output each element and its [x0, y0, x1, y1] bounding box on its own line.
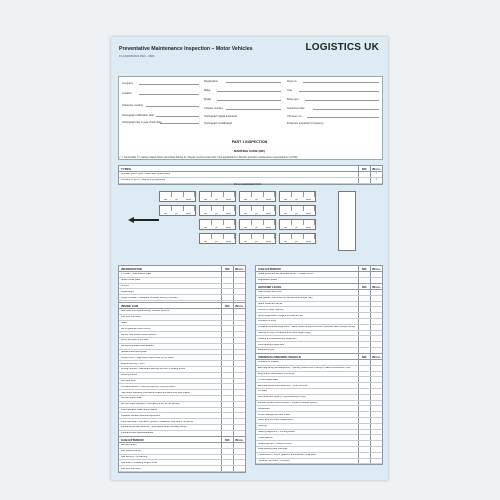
- marking-codes: ✓ = Serviceable X = Safety related defect (annotated failure) R = Repair recommended N/A = Not applicable M = Monitor (provides maintenance request/defect not PMI): [119, 156, 298, 159]
- reference-cell: [370, 401, 382, 406]
- tyre-position-cell[interactable]: [239, 191, 276, 202]
- reference-cell: [233, 355, 245, 360]
- section-header: INSIDE CAB MC IM no.: [121, 303, 244, 308]
- tyre-cell-caption: psi: [215, 240, 218, 243]
- checklist-item-label: Fuel tanks and system – input/output/port lines: [258, 396, 306, 399]
- checklist-item-label: Steering alignment – unit engrossed: [258, 430, 295, 433]
- checklist-row: Condition of tyres – tread tyre, pressure etc 2: [119, 178, 382, 184]
- marking-code-cell[interactable]: [221, 309, 233, 314]
- checklist-item-label: Seat belts and supplementary restraint systems: [121, 310, 170, 313]
- reference-cell: [233, 284, 245, 289]
- reference-cell: [233, 384, 245, 389]
- vehicle-details-box: [118, 76, 383, 160]
- tyre-position-cell[interactable]: [199, 233, 236, 244]
- tyre-cell-caption: mm/m: [265, 240, 271, 243]
- marking-code-title: MARKING CODE (MC): [233, 149, 266, 153]
- checklist-item-label: Road wheels and hubs: [258, 291, 282, 294]
- tyre-cell-caption: psi: [175, 198, 178, 201]
- tyre-position-cell[interactable]: [239, 219, 276, 230]
- checklist-item-label: Vehicle to trailer coupling: [258, 308, 284, 311]
- marking-code-cell[interactable]: [221, 338, 233, 343]
- checklist-item-label: Electrical wiring and equipment – visibility, loose cords, chafing or plated connections, clips: [258, 367, 351, 370]
- reference-cell: [370, 290, 382, 295]
- marking-code-cell[interactable]: [221, 460, 233, 465]
- form-reference: FS-1000/05/2024 MAD – 0806: [119, 55, 155, 58]
- tyre-cell-caption: psi: [255, 198, 258, 201]
- tyre-cell-caption: mm/m: [305, 226, 311, 229]
- reference-cell: [233, 413, 245, 418]
- reference-cell: [370, 395, 382, 400]
- marking-code-cell[interactable]: [221, 419, 233, 424]
- details-label: VIN seen no.: [287, 115, 302, 118]
- details-label: Odometer reading: [122, 104, 143, 107]
- marking-code-cell[interactable]: [221, 396, 233, 401]
- checklist-item-label: Loading and load-securing equipment: [258, 337, 297, 340]
- marking-code-cell[interactable]: [358, 360, 370, 365]
- tyre-cell-caption: psi: [215, 198, 218, 201]
- details-label: Chassis number: [204, 107, 223, 110]
- marking-code-cell[interactable]: [221, 408, 233, 413]
- details-label: Company: [122, 82, 134, 85]
- tyre-cell-caption: mm: [244, 240, 248, 243]
- tyre-cell-caption: mm/m: [305, 240, 311, 243]
- reference-cell: [233, 338, 245, 343]
- checklist-item-label: Cab security – tilt warning: [121, 455, 148, 458]
- reference-cell: [233, 315, 245, 320]
- under-vehicle-box: [255, 353, 383, 465]
- tyre-position-cell[interactable]: [239, 233, 276, 244]
- marking-code-cell[interactable]: [221, 350, 233, 355]
- section-header: INFORMATION MC IM no.: [121, 266, 244, 271]
- marking-code-cell[interactable]: [221, 315, 233, 320]
- marking-code-cell[interactable]: [221, 284, 233, 289]
- checklist-item-label: Steering control: [121, 374, 138, 377]
- checklist-item-label: Security of body, containers and crane support legs: [258, 331, 311, 334]
- checklist-item-label: Spray suppression, wings and wheel arches: [258, 314, 303, 317]
- checklist-item-label: Hand lever operating mechanical brakes and electronic park brakes: [121, 391, 190, 394]
- reference-cell: [370, 459, 382, 464]
- marking-code-cell[interactable]: [358, 278, 370, 283]
- marking-code-cell[interactable]: [221, 431, 233, 436]
- tyre-cell-caption: mm: [164, 212, 168, 215]
- reference-cell: [370, 313, 382, 318]
- checklist-item-label: Licence: [121, 284, 129, 287]
- direction-arrow-shaft: [133, 219, 159, 221]
- reference-cell: [370, 406, 382, 411]
- tyre-position-cell[interactable]: [239, 205, 276, 216]
- tyre-cell-caption: mm/m: [225, 240, 231, 243]
- checklist-item-label: Seats: [121, 321, 127, 324]
- marking-code-cell[interactable]: [221, 443, 233, 448]
- marking-code-cell[interactable]: [221, 272, 233, 277]
- tyre-cell-caption: mm/m: [225, 212, 231, 215]
- marking-code-cell[interactable]: [358, 424, 370, 429]
- checklist-item-label: Mirrors, and indirect vision devices: [121, 333, 157, 336]
- checklist-item-label: Wheel bearings and axle shafts: [258, 413, 291, 416]
- details-label: Registration: [204, 80, 218, 83]
- checklist-item-label: Doors and door of the road: [121, 339, 149, 342]
- checklist-item-label: Engine and transmission mountings: [258, 372, 295, 375]
- checklist-item-label: Service brake pedal: [121, 397, 142, 400]
- tyre-layout-label: Driver examination finish: [234, 183, 262, 186]
- reference-cell: [233, 390, 245, 395]
- reference-cell: [370, 331, 382, 336]
- marking-code-cell[interactable]: [358, 325, 370, 330]
- marking-code-cell[interactable]: [221, 413, 233, 418]
- tyres-box: [118, 165, 383, 185]
- details-label: Tachograph recalibrated: [204, 122, 232, 125]
- tyre-cell-caption: mm/m: [185, 198, 191, 201]
- details-label: Make: [204, 89, 211, 92]
- marking-code-cell[interactable]: [221, 379, 233, 384]
- tyre-cell-caption: psi: [295, 226, 298, 229]
- marking-code-cell[interactable]: [358, 331, 370, 336]
- checklist-row: [119, 466, 245, 472]
- reference-cell: [233, 443, 245, 448]
- marking-code-cell[interactable]: [358, 395, 370, 400]
- tyre-layout-diagram: [119, 183, 381, 261]
- spare-wheel-box[interactable]: [338, 191, 356, 251]
- reference-cell: [233, 396, 245, 401]
- checklist-item-label: Electrical sensors and switches – SDW, common: [258, 384, 308, 387]
- checklist-item-label: Oil and waste leaks: [258, 378, 278, 381]
- tyre-cell-caption: mm: [284, 198, 288, 201]
- ground-level-box: [255, 283, 383, 355]
- reference-cell: [370, 360, 382, 365]
- reference-cell: [370, 278, 382, 283]
- tyre-cell-caption: psi: [255, 240, 258, 243]
- checklist-item-label: Axles, axle arms and related items: [258, 419, 294, 422]
- details-label: Tachograph last 2-year check date: [122, 121, 162, 124]
- marking-code-cell[interactable]: [221, 449, 233, 454]
- marking-code-cell[interactable]: [358, 296, 370, 301]
- reference-cell: [370, 325, 382, 330]
- page-title: Preventative Maintenance Inspection – Motor Vehicles: [119, 46, 253, 52]
- marking-code-cell[interactable]: [221, 402, 233, 407]
- tyre-cell-caption: psi: [295, 240, 298, 243]
- checklist-item-label: Internal lamps and switches – dual speed lamps, auxiliary lamps: [121, 426, 187, 429]
- checklist-item-label: Transmission – clutch, gearbox, transmission, drive shaft: [258, 454, 316, 457]
- reference-cell: [370, 272, 382, 277]
- marking-code-cell[interactable]: [358, 313, 370, 318]
- reference-cell: [370, 307, 382, 312]
- tyre-cell-caption: mm/m: [225, 226, 231, 229]
- reference-cell: [233, 379, 245, 384]
- cab-exterior-small-box: [118, 436, 246, 473]
- marking-code-cell[interactable]: [358, 336, 370, 341]
- checklist-item-label: Container-mounted equipment – safety systems, superstructure, hydraulic rams, pumps, fittings: [258, 326, 356, 329]
- checklist-item-label: Cab panels and trim: [121, 450, 142, 453]
- checklist-item-label: Audible warning – horn: [121, 362, 145, 365]
- marking-code-cell[interactable]: [358, 412, 370, 417]
- checklist-item-label: Other ancillary equipment: [258, 343, 285, 346]
- checklist-item-label: Lamp warnings – indicators, position, headlamp, stop lamps, fog lamps: [121, 420, 194, 423]
- inspection-sheet: [111, 37, 388, 480]
- checklist-item-label: Speed limiter plate: [121, 279, 141, 282]
- reference-cell: [233, 309, 245, 314]
- tyre-position-cell[interactable]: [279, 191, 316, 202]
- tyre-cell-caption: mm/m: [225, 198, 231, 201]
- tyre-cell-caption: mm/m: [265, 198, 271, 201]
- checklist-item-label: Height indicator – adequate condition security, accuracy: [121, 296, 178, 299]
- tyre-cell-caption: mm: [204, 240, 208, 243]
- marking-code-cell[interactable]: [358, 430, 370, 435]
- tyre-cell-caption: psi: [295, 198, 298, 201]
- marking-code-cell[interactable]: [221, 361, 233, 366]
- tyre-position-cell[interactable]: [279, 205, 316, 216]
- reference-cell: [233, 295, 245, 300]
- marking-code-cell[interactable]: [358, 290, 370, 295]
- checklist-item-label: Cab floor and steps: [121, 316, 141, 319]
- marking-code-cell[interactable]: [358, 435, 370, 440]
- tyre-position-cell[interactable]: [279, 219, 316, 230]
- marking-code-cell[interactable]: [358, 459, 370, 464]
- reference-cell: [370, 372, 382, 377]
- marking-code-cell[interactable]: [358, 406, 370, 411]
- marking-code-cell[interactable]: [358, 319, 370, 324]
- checklist-item-label: Condition of chassis: [258, 361, 279, 364]
- marking-code-cell[interactable]: [221, 278, 233, 283]
- reference-cell: [370, 430, 382, 435]
- reference-cell: [233, 402, 245, 407]
- reference-cell: [370, 336, 382, 341]
- tyre-position-cell[interactable]: [199, 191, 236, 202]
- marking-code-cell[interactable]: [358, 377, 370, 382]
- reference-cell: [233, 289, 245, 294]
- section-header: UNDER/ALONGSIDE VEHICLE MC IM no.: [258, 354, 381, 359]
- tyre-cell-caption: mm/m: [265, 226, 271, 229]
- reference-cell: [370, 389, 382, 394]
- part-title: PART 1 INSPECTION: [231, 140, 268, 144]
- checklist-item-label: Bumper fitment: [121, 444, 137, 447]
- marking-code-cell[interactable]: [221, 466, 233, 471]
- tyre-position-cell[interactable]: [279, 233, 316, 244]
- reference-cell: [370, 383, 382, 388]
- tyre-cell-caption: psi: [215, 226, 218, 229]
- reference-cell: [233, 408, 245, 413]
- section-header: CAB EXTERIOR MC IM no.: [121, 437, 244, 442]
- marking-code-cell[interactable]: [221, 344, 233, 349]
- reference-cell: [233, 425, 245, 430]
- marking-code-cell[interactable]: [358, 389, 370, 394]
- marking-code-cell[interactable]: [221, 367, 233, 372]
- checklist-item-label: Power take-off: [258, 436, 273, 439]
- reference-cell: [233, 350, 245, 355]
- tyre-cell-caption: mm: [284, 226, 288, 229]
- tyre-cell-caption: psi: [215, 212, 218, 215]
- checklist-item-label: Spare wheel and carrier wheel carrier – related mirrors: [258, 273, 314, 276]
- details-label: Tachograph calibration date: [122, 114, 154, 117]
- marking-code-cell[interactable]: [358, 447, 370, 452]
- reference-cell: [233, 449, 245, 454]
- details-label: Inspection date: [287, 107, 305, 110]
- marking-code-cell[interactable]: [221, 295, 233, 300]
- tyre-cell-caption: psi: [175, 212, 178, 215]
- marking-code-cell[interactable]: [221, 390, 233, 395]
- tyre-cell-caption: mm: [204, 226, 208, 229]
- tyre-cell-caption: mm/m: [185, 212, 191, 215]
- tyres-header: TYRES MC IM no.: [121, 166, 381, 171]
- checklist-item-label: Anti-theft lever: [121, 379, 136, 382]
- checklist-item-label: Cab floor and steps: [121, 467, 141, 470]
- tyre-position-cell[interactable]: [159, 191, 196, 202]
- checklist-item-label: Registration plates: [258, 279, 278, 282]
- reference-cell: [233, 361, 245, 366]
- checklist-item-label: Exhaust systems and emission – impact of AdBlue system: [258, 401, 318, 404]
- details-label: B Service Inspection Frequency: [287, 122, 324, 125]
- details-label: Year: [287, 89, 293, 92]
- tyre-cell-caption: mm: [244, 226, 248, 229]
- reference-cell: [370, 319, 382, 324]
- checklist-item-label: Cab doors – including hinges, locks: [121, 461, 158, 464]
- details-label: Location: [122, 92, 132, 95]
- reference-cell: [370, 377, 382, 382]
- reference-cell: [233, 272, 245, 277]
- reference-cell: [233, 278, 245, 283]
- checklist-item-label: Steering: [258, 425, 267, 428]
- marking-code-cell[interactable]: [221, 355, 233, 360]
- checklist-item-label: Speedometer/tachograph: [121, 350, 147, 353]
- reference-cell: [233, 460, 245, 465]
- tyre-cell-caption: mm: [204, 198, 208, 201]
- reference-cell: [370, 418, 382, 423]
- reference-cell: [233, 431, 245, 436]
- tyre-cell-caption: psi: [295, 212, 298, 215]
- checklist-item-label: Internal vehicle speed/feedback: [121, 432, 154, 435]
- details-label: Fleet no.: [287, 80, 298, 83]
- tyre-cell-caption: mm/m: [305, 198, 311, 201]
- tyre-position-cell[interactable]: [159, 205, 196, 216]
- reference-cell: [370, 412, 382, 417]
- details-label: Body type: [287, 98, 299, 101]
- tyre-cell-caption: mm: [284, 240, 288, 243]
- marking-code-cell[interactable]: [358, 272, 370, 277]
- checklist-item-label: Spare wheel and carrier: [258, 302, 283, 305]
- section-header: GROUND LEVEL MC IM no.: [258, 284, 381, 289]
- checklist-item-label: Legal weight: [121, 290, 134, 293]
- tyre-cell-caption: mm: [244, 212, 248, 215]
- reference-cell: [370, 441, 382, 446]
- marking-code-cell[interactable]: [221, 332, 233, 337]
- details-label: Tachograph digital download: [204, 115, 237, 118]
- reference-cell: [233, 466, 245, 471]
- marking-code-cell[interactable]: [221, 373, 233, 378]
- marking-code-cell[interactable]: [358, 418, 370, 423]
- marking-code-cell[interactable]: [358, 302, 370, 307]
- checklist-item-label: Load-handling and Wire/pipe: [258, 448, 288, 451]
- section-header: CAB EXTERIOR MC IM no.: [258, 266, 381, 271]
- tyre-cell-caption: mm/m: [265, 212, 271, 215]
- checklist-item-label: Service brake operation – ABS/EBS, ESC, ECSD (Exodo): [121, 403, 180, 406]
- marking-code-cell[interactable]: [358, 383, 370, 388]
- tyre-cell-caption: mm: [204, 212, 208, 215]
- marking-code-cell[interactable]: [221, 321, 233, 326]
- marking-code-cell[interactable]: [358, 401, 370, 406]
- reference-cell: [370, 302, 382, 307]
- checklist-item-label: Mirror glass and view mirrors: [121, 327, 151, 330]
- checklist-item-label: Differential lock – traction control: [258, 442, 292, 445]
- tyre-position-cell[interactable]: [199, 205, 236, 216]
- reference-cell: [233, 321, 245, 326]
- marking-code-cell[interactable]: [358, 441, 370, 446]
- checklist-row: Size and type of tyres – load index, speed rating 1: [119, 172, 382, 178]
- checklist-item-label: Driving controls – dashboard warning and MIL, including ESDS: [121, 368, 186, 371]
- tyre-cell-caption: psi: [255, 226, 258, 229]
- reference-cell: [370, 296, 382, 301]
- tyre-cell-caption: mm: [164, 198, 168, 201]
- reference-cell: [370, 424, 382, 429]
- marking-code-cell[interactable]: [358, 372, 370, 377]
- checklist-item-label: Pipework beneath seat and equipment: [121, 414, 161, 417]
- checklist-item-label: Windscreen wipers and washers: [121, 345, 155, 348]
- marking-code-cell[interactable]: [358, 342, 370, 347]
- checklist-item-label: Tamper ECU – diagnostic trouble code (DTC) check: [121, 356, 174, 359]
- checklist-item-label: Suspension: [258, 407, 271, 410]
- tyre-position-cell[interactable]: [199, 219, 236, 230]
- reference-cell: [370, 435, 382, 440]
- inside-cab-box: [118, 302, 246, 443]
- marking-code-cell[interactable]: [358, 366, 370, 371]
- reference-cell: [233, 326, 245, 331]
- checklist-item-label: Pressure/vacuum – warning build up, cut-off pressure: [121, 385, 176, 388]
- checklist-item-label: Condition of body: [258, 320, 276, 323]
- logistics-uk-logo: LOGISTICS UK: [305, 42, 379, 53]
- reference-cell: [233, 455, 245, 460]
- reference-cell: [233, 419, 245, 424]
- marking-code-cell[interactable]: [221, 384, 233, 389]
- reference-cell: [370, 447, 382, 452]
- reference-cell: [370, 453, 382, 458]
- marking-code-cell[interactable]: [221, 326, 233, 331]
- marking-code-cell[interactable]: [221, 455, 233, 460]
- checklist-item-label: Equipment type: [258, 349, 274, 352]
- marking-code-cell[interactable]: [221, 425, 233, 430]
- checklist-row: [256, 459, 382, 465]
- reference-cell: [370, 366, 382, 371]
- tyre-cell-caption: psi: [255, 212, 258, 215]
- marking-code-cell[interactable]: [358, 307, 370, 312]
- marking-code-cell[interactable]: [221, 289, 233, 294]
- checklist-item-label: Hydraulic fluid lines – condition: [258, 459, 290, 462]
- checklist-item-label: Side guards, rear under run devices and bumper bars: [258, 297, 313, 300]
- marking-code-cell[interactable]: [358, 453, 370, 458]
- checklist-item-label: PTI date – maintenance plate: [121, 273, 152, 276]
- tyre-cell-caption: mm: [244, 198, 248, 201]
- reference-cell: [233, 367, 245, 372]
- reference-cell: [233, 344, 245, 349]
- reference-cell: [370, 342, 382, 347]
- reference-cell: [233, 332, 245, 337]
- tyre-cell-caption: mm/m: [305, 212, 311, 215]
- checklist-item-label: Fixed operated brake and/or valves: [121, 408, 158, 411]
- details-label: Model: [204, 98, 212, 101]
- tyre-cell-caption: mm: [284, 212, 288, 215]
- reference-cell: [233, 373, 245, 378]
- checklist-item-label: Oil leaks: [258, 390, 267, 393]
